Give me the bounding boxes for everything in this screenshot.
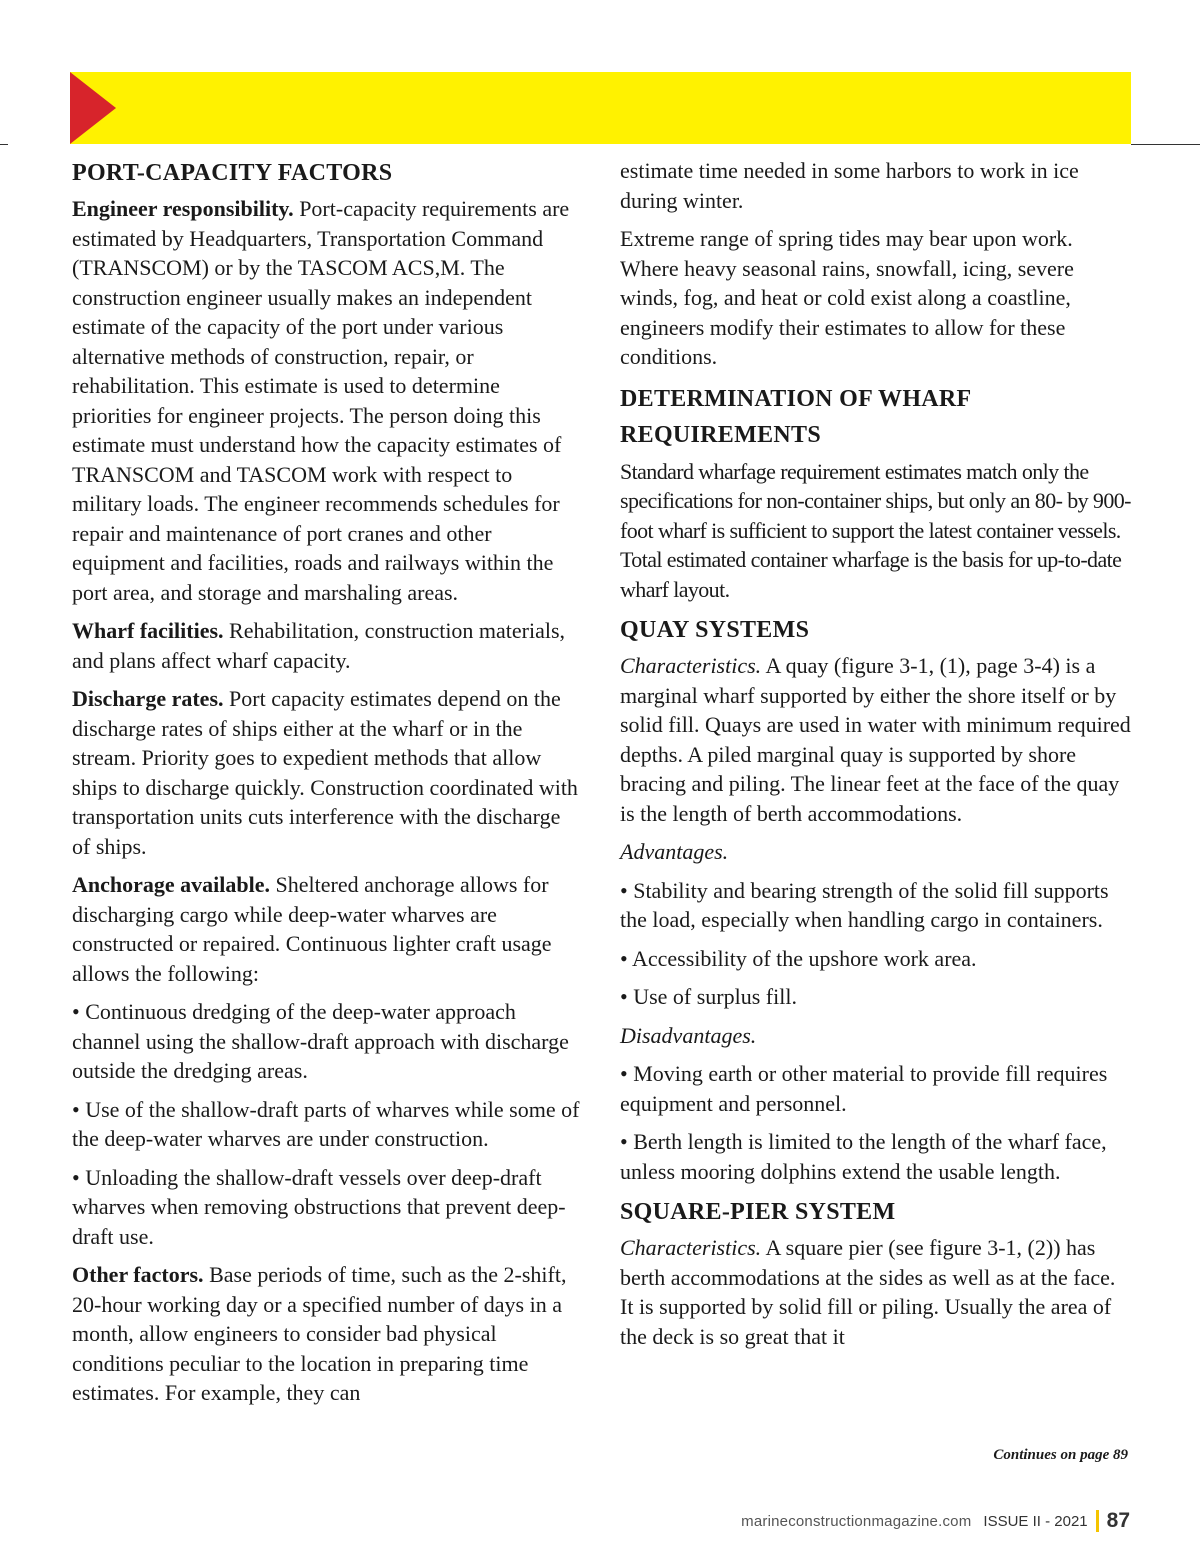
lead-in: Characteristics. xyxy=(620,1235,762,1260)
body-text: Rehabilitation, construction materials, and plans affect wharf capacity. xyxy=(72,618,566,673)
paragraph-anchorage xyxy=(72,870,584,988)
page-footer xyxy=(741,1508,1130,1534)
footer-divider xyxy=(1096,1510,1099,1532)
bullet-item: • Stability and bearing strength of the solid fill supports the load, especially when handling cargo in containers. xyxy=(620,877,1109,932)
paragraph-other-factors xyxy=(72,1260,584,1408)
bullet-item: • Continuous dredging of the deep-water approach channel using the shallow-draft approach with discharge outside the dredging areas. xyxy=(72,999,569,1083)
lead-in: Other factors. xyxy=(72,1262,204,1287)
bullet-item: • Use of surplus fill. xyxy=(620,984,797,1009)
subheading-advantages: Advantages. xyxy=(620,839,729,864)
page-number: 87 xyxy=(1106,1509,1130,1532)
body-text: Sheltered anchorage allows for discharging cargo while deep-water wharves are constructed or repaired. Continuous lighter craft usage allows the following: xyxy=(72,872,552,986)
lead-in: Wharf facilities. xyxy=(72,618,224,643)
bullet-item: • Use of the shallow-draft parts of wharves while some of the deep-water wharves are under construction. xyxy=(72,1096,580,1151)
body-text: A quay (figure 3-1, (1), page 3-4) is a marginal wharf supported by either the shore itself or by solid fill. Quays are used in water with minimum required depths. A piled marginal quay is supported by shore bracing and piling. The linear feet at the face of the quay is the length of berth accommodations. xyxy=(620,653,1131,826)
lead-in: Anchorage available. xyxy=(72,872,270,897)
paragraph-square-pier-characteristics xyxy=(620,1233,1134,1351)
continues-note: Continues on page 89 xyxy=(993,1447,1128,1463)
header-banner xyxy=(70,72,1131,144)
bullet-item: • Accessibility of the upshore work area. xyxy=(620,945,977,971)
paragraph-continued: estimate time needed in some harbors to work in ice during winter. xyxy=(620,158,1079,213)
section-heading-quay-systems: QUAY SYSTEMS xyxy=(620,617,810,643)
lead-in: Engineer responsibility. xyxy=(72,196,294,221)
header-rule xyxy=(1131,144,1200,145)
paragraph-quay-characteristics xyxy=(620,651,1134,828)
right-column xyxy=(620,156,1134,1360)
footer-issue: ISSUE II - 2021 xyxy=(983,1512,1088,1530)
bullet-item: • Berth length is limited to the length of the wharf face, unless mooring dolphins extend the usable length. xyxy=(620,1129,1107,1184)
body-text: A square pier (see figure 3-1, (2)) has berth accommodations at the sides as well as at the face. It is supported by solid fill or piling. Usually the area of the deck is so great that it xyxy=(620,1235,1116,1349)
body-text: Base periods of time, such as the 2-shift, 20-hour working day or a specified number of days in a month, allow engineers to consider bad physical conditions peculiar to the location in preparing time estimates. For example, they can xyxy=(72,1262,567,1405)
crop-mark xyxy=(0,144,8,145)
body-text: Port-capacity requirements are estimated by Headquarters, Transportation Command (TRANSCOM) or by the TASCOM ACS,M. The construction engineer usually makes an independent estimate of the capacity of the port under various alternative methods of construction, repair, or rehabilitation. This estimate is used to determine priorities for engineer projects. The person doing this estimate must understand how the capacity estimates of TRANSCOM and TASCOM work with respect to military loads. The engineer recommends schedules for repair and maintenance of port cranes and other equipment and facilities, roads and railways within the port area, and storage and marshaling areas. xyxy=(72,196,570,605)
lead-in: Characteristics. xyxy=(620,653,762,678)
section-heading-port-capacity: PORT-CAPACITY FACTORS xyxy=(72,160,393,186)
section-heading-wharf-requirements: DETERMINATION OF WHARF REQUIREMENTS xyxy=(620,385,971,448)
arrow-triangle-icon xyxy=(70,72,116,144)
paragraph-tides: Extreme range of spring tides may bear upon work. Where heavy seasonal rains, snowfall, icing, severe winds, fog, and heat or cold exist along a coastline, engineers modify their estimates to allow for these conditions. xyxy=(620,226,1074,369)
paragraph-discharge-rates xyxy=(72,684,584,861)
paragraph-wharf-facilities xyxy=(72,616,584,675)
section-heading-square-pier: SQUARE-PIER SYSTEM xyxy=(620,1199,896,1225)
left-column xyxy=(72,156,584,1417)
subheading-disadvantages: Disadvantages. xyxy=(620,1022,757,1048)
lead-in: Discharge rates. xyxy=(72,686,224,711)
footer-website: marineconstructionmagazine.com xyxy=(741,1512,972,1530)
bullet-item: • Moving earth or other material to provide fill requires equipment and personnel. xyxy=(620,1061,1108,1116)
body-text: Port capacity estimates depend on the discharge rates of ships either at the wharf or in the stream. Priority goes to expedient methods that allow ships to discharge quickly. Construction coordinated with transportation units cuts interference with the discharge of ships. xyxy=(72,686,578,859)
bullet-item: • Unloading the shallow-draft vessels over deep-draft wharves when removing obstructions that prevent deep-draft use. xyxy=(72,1164,566,1249)
paragraph-wharfage: Standard wharfage requirement estimates match only the specifications for non-container ships, but only an 80- by 900-foot wharf is sufficient to support the latest container vessels. Total estimated container wharfage is the basis for up-to-date wharf layout. xyxy=(620,458,1131,602)
paragraph-engineer-responsibility xyxy=(72,194,584,607)
